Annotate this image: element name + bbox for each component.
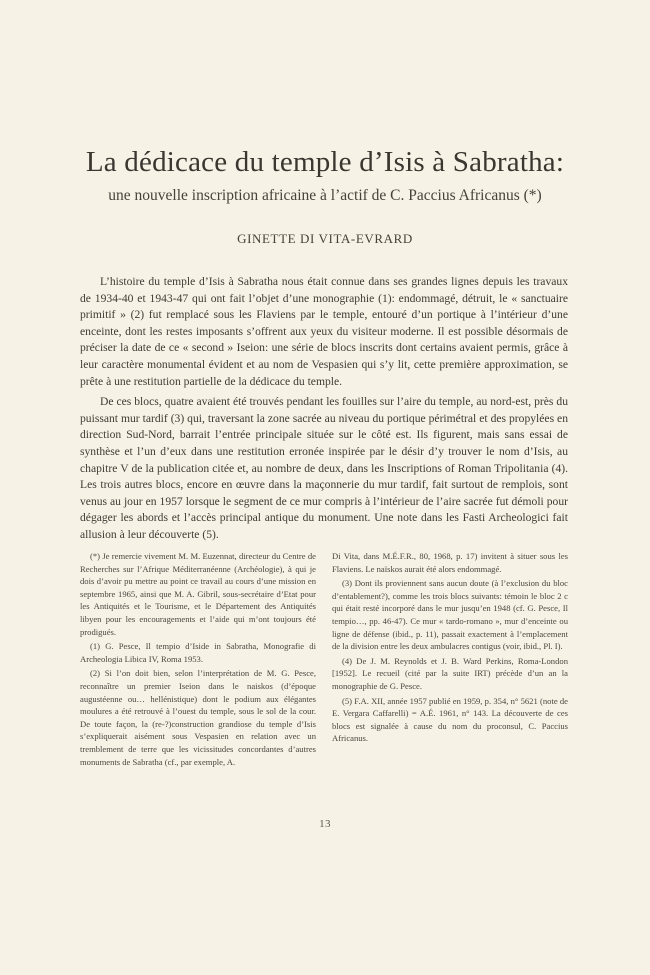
footnote-3: (3) Dont ils proviennent sans aucun doute (à l’exclusion du bloc d’entablement?), comme les trois blocs suivants: témoin le bloc 2 c qui était resté incorporé dans le mur jusqu’en 1948 (cf. G. Pesce, Il tempio…, pp. 46-47). Ce mur « tardo-romano », mur d’enceinte ou ligne de défense (ibid., p. 11), passait exactement à l’emplacement de la division entre les deux ambulacres contigus (voir, ibid., Pl. I). bbox=[332, 578, 568, 652]
footnote-2-continued: Di Vita, dans M.É.F.R., 80, 1968, p. 17) invitent à situer sous les Flaviens. Le naïskos aurait été alors endommagé. bbox=[332, 551, 568, 574]
body-paragraph-2: De ces blocs, quatre avaient été trouvés pendant les fouilles sur l’aire du temple, au nord-est, près du puissant mur tardif (3) qui, traversant la zone sacrée au niveau du portique périmétral et des propylées en direction Sud-Nord, barrait l’entrée principale située sur le côté est. Ils figurent, mais sans essai de synthèse et l’un d’eux dans une restitution erronée inspirée par le désir d’y trouver le nom d’Isis, au chapitre V de la publication citée et, au nombre de deux, dans les Inscriptions of Roman Tripolitania (4). Les trois autres blocs, encore en œuvre dans la maçonnerie du mur tardif, fait surtout de remplois, sont venus au jour en 1957 lorsque le segment de ce mur compris à l’intérieur de l’aire sacrée fut démoli pour dégager les abords et l’accès principal antique du monument. Une note dans les Fasti Archeologici fait allusion à leur découverte (5). bbox=[80, 395, 568, 541]
footnote-2: (2) Si l’on doit bien, selon l’interprétation de M. G. Pesce, reconnaître un premier Iseion dans le naiskos (d’époque augustéenne ou… hellénistique) dont le podium aux élégantes moulures a été retrouvé à l’ouest du temple, sous le sol de la cour. De toute façon, la (re-?)construction grandiose du temple d’Isis s’expliquerait aisément sous Vespasien en relation avec un tremblement de terre que les vicissitudes concordantes d’autres monuments de Sabratha (cf., par exemple, A. bbox=[80, 668, 316, 767]
article-subtitle: une nouvelle inscription africaine à l’actif de C. Paccius Africanus (*) bbox=[108, 187, 542, 204]
page-number: 13 bbox=[319, 818, 331, 830]
footnotes-right-column bbox=[332, 550, 568, 770]
footnotes-left-column bbox=[80, 550, 316, 770]
body-paragraph-1: L’histoire du temple d’Isis à Sabratha nous était connue dans ses grandes lignes depuis les travaux de 1934-40 et 1943-47 qui ont fait l’objet d’une monographie (1): endommagé, détruit, le « sanctuaire primitif » (2) fut remplacé sous les Flaviens par le temple, entouré d’un portique à l’intérieur d’une enceinte, dont les restes imposants s’offrent aux yeux du visiteur moderne. Il est possible désormais de préciser la date de ce « second » Iseion: une série de blocs inscrits dont certains avaient permis, grâce à leur caractère monumental évident et au nom de Vespasien qui s’y lit, cette première approximation, se prête à une restitution partielle de la dédicace du temple. bbox=[80, 275, 568, 388]
footnote-4: (4) De J. M. Reynolds et J. B. Ward Perkins, Roma-London [1952]. Le recueil (cité par la suite IRT) précède d’un an la monographie de G. Pesce. bbox=[332, 655, 568, 691]
footnote-acknowledgement: (*) Je remercie vivement M. M. Euzennat, directeur du Centre de Recherches sur l’Afrique Méditerranéenne (Archéologie), à qui je dois d’avoir pu mettre au point ce travail au cours d’une mission en septembre 1965, ainsi que M. A. Gibril, sous-secrétaire d’Etat pour les Antiquités et le Tourisme, et le Département des Antiquités libyen pour les encouragements et l’aide qui m’ont toujours été prodigués. bbox=[80, 551, 316, 637]
article-title: La dédicace du temple d’Isis à Sabratha: bbox=[85, 146, 565, 178]
author-name: GINETTE DI VITA-EVRARD bbox=[237, 231, 413, 246]
footnote-1: (1) G. Pesce, Il tempio d’Iside in Sabratha, Monografie di Archeologia Libica IV, Roma 1953. bbox=[80, 641, 316, 664]
footnote-5: (5) F.A. XII, année 1957 publié en 1959, p. 354, n° 5621 (note de E. Vergara Caffarelli) = A.É. 1961, n° 143. La découverte de ces blocs est signalée à cause du nom du proconsul, C. Paccius Africanus. bbox=[332, 695, 568, 744]
article-body bbox=[80, 274, 568, 544]
footnotes bbox=[80, 550, 568, 770]
